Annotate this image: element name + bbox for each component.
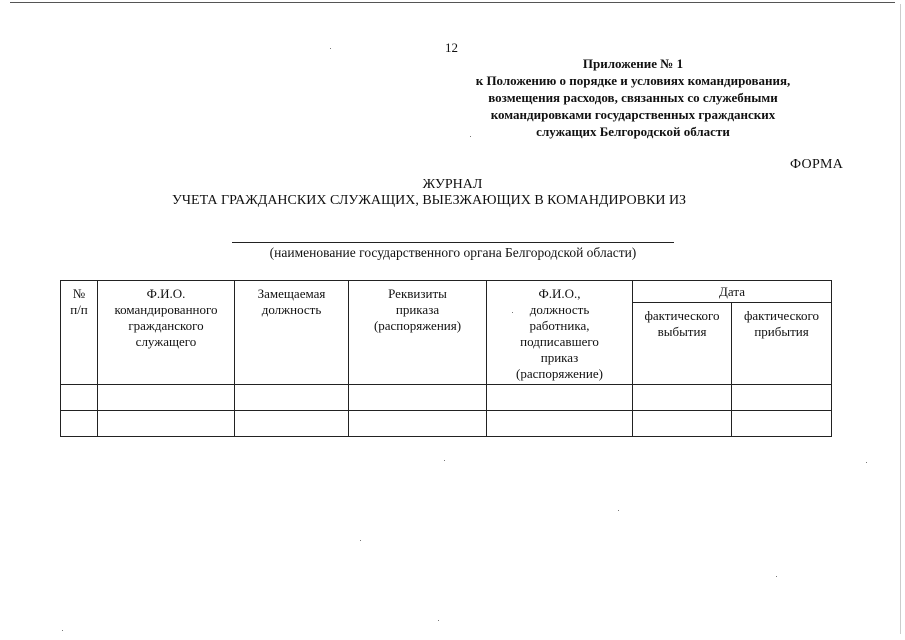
appendix-line: Приложение № 1 — [582, 56, 684, 71]
journal-title: ЖУРНАЛ — [422, 177, 483, 192]
table-cell — [61, 385, 98, 411]
scan-edge-right — [900, 4, 901, 634]
table-cell — [732, 385, 832, 411]
col-header-order: Реквизиты приказа (распоряжения) — [349, 281, 487, 385]
table-cell — [732, 411, 832, 437]
table-cell — [487, 385, 633, 411]
table-cell — [633, 385, 732, 411]
table-row — [61, 411, 832, 437]
form-label: ФОРМА — [790, 157, 844, 172]
col-header-date-group: Дата — [633, 281, 832, 303]
appendix-line: возмещения расходов, связанных со служебными — [488, 90, 778, 105]
table-cell — [487, 411, 633, 437]
table-cell — [98, 411, 235, 437]
organization-caption: (наименование государственного органа Белгородской области) — [269, 245, 637, 260]
table-cell — [349, 385, 487, 411]
scan-edge-top — [10, 2, 895, 3]
col-header-number: № п/п — [61, 281, 98, 385]
appendix-heading — [428, 55, 838, 140]
table-row — [61, 385, 832, 411]
organization-name-line — [232, 242, 674, 243]
table-cell — [235, 385, 349, 411]
table-cell — [633, 411, 732, 437]
table-cell — [61, 411, 98, 437]
col-header-signer: Ф.И.О., должность работника, подписавшего приказ (распоряжение) — [487, 281, 633, 385]
table-cell — [349, 411, 487, 437]
table-cell — [98, 385, 235, 411]
appendix-line: командировками государственных гражданских — [490, 107, 776, 122]
appendix-line: служащих Белгородской области — [536, 124, 730, 139]
page-number: 12 — [445, 40, 458, 55]
journal-table — [60, 280, 832, 437]
col-header-position: Замещаемая должность — [235, 281, 349, 385]
table-cell — [235, 411, 349, 437]
col-header-departure: фактического выбытия — [633, 303, 732, 385]
col-header-arrival: фактического прибытия — [732, 303, 832, 385]
journal-subtitle: УЧЕТА ГРАЖДАНСКИХ СЛУЖАЩИХ, ВЫЕЗЖАЮЩИХ В КОМАНДИРОВКИ ИЗ — [172, 193, 687, 208]
col-header-fio: Ф.И.О. командированного гражданского служащего — [98, 281, 235, 385]
appendix-line: к Положению о порядке и условиях командирования, — [475, 73, 791, 88]
